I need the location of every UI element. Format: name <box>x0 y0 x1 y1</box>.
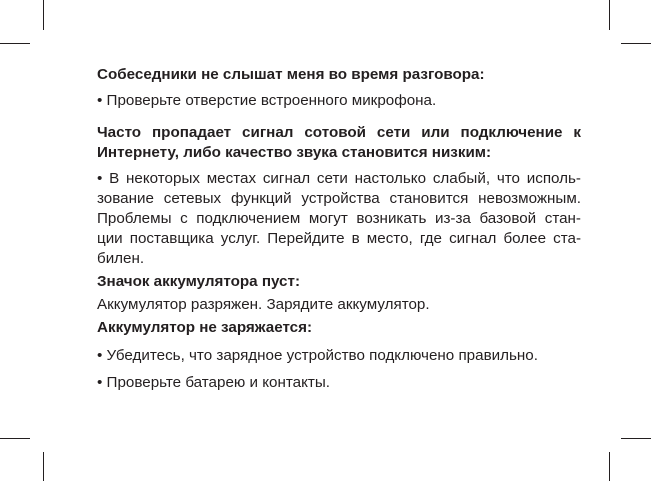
section-not-charging <box>97 318 581 393</box>
paragraph-line: билен. <box>97 250 145 267</box>
crop-mark <box>43 0 44 30</box>
section-battery-empty <box>97 272 581 315</box>
section-signal <box>97 123 581 269</box>
paragraph-line: зование сетевых функций устройства становится невозможным. <box>97 190 581 207</box>
crop-mark <box>0 43 30 44</box>
list-item: • Убедитесь, что зарядное устройство подключено правильно. <box>97 347 538 364</box>
paragraph-line: Аккумулятор разряжен. Зарядите аккумулятор. <box>97 296 430 313</box>
section-microphone <box>97 65 581 111</box>
list-item: • Проверьте отверстие встроенного микрофона. <box>97 92 437 109</box>
paragraph-line: ции поставщика услуг. Перейдите в место, где сигнал более ста- <box>97 230 581 247</box>
section-heading: Интернету, либо качество звука становится низким: <box>97 144 492 161</box>
crop-mark <box>609 0 610 30</box>
crop-mark <box>609 452 610 481</box>
section-heading: Часто пропадает сигнал сотовой сети или подключение к <box>97 124 581 141</box>
crop-mark <box>621 438 651 439</box>
crop-mark <box>0 438 30 439</box>
paragraph-line: Проблемы с подключением могут возникать из-за базовой стан- <box>97 210 581 227</box>
crop-mark <box>43 452 44 481</box>
crop-mark <box>621 43 651 44</box>
section-heading: Собеседники не слышат меня во время разговора: <box>97 66 485 83</box>
section-heading: Аккумулятор не заряжается: <box>97 319 313 336</box>
paragraph-line: • В некоторых местах сигнал сети настолько слабый, что исполь- <box>97 170 581 187</box>
list-item: • Проверьте батарею и контакты. <box>97 374 331 391</box>
section-heading: Значок аккумулятора пуст: <box>97 273 300 290</box>
